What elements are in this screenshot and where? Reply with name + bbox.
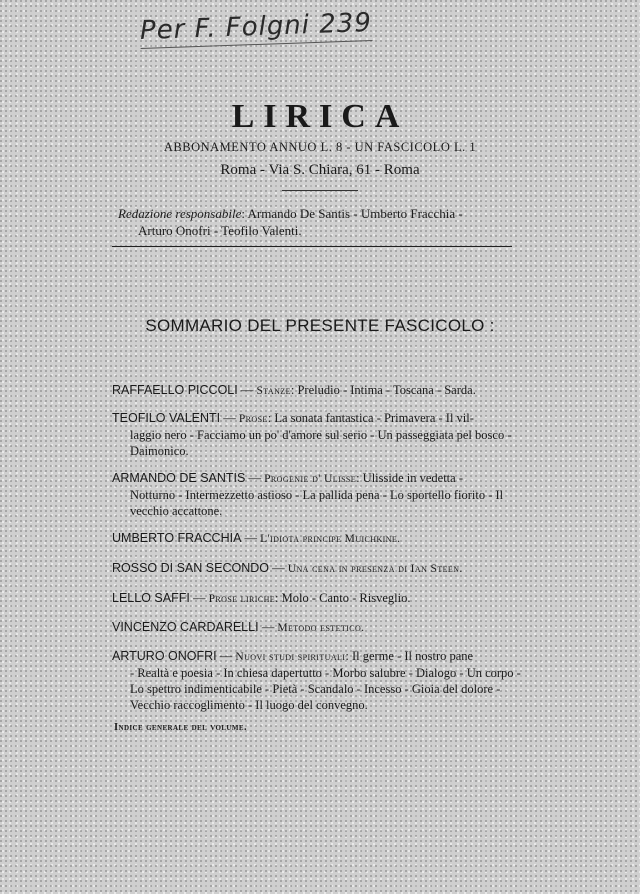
subscription-info: ABBONAMENTO ANNUO L. 8 - UN FASCICOLO L. 1	[163, 140, 477, 154]
short-divider	[282, 190, 358, 191]
toc-entry	[112, 619, 524, 636]
toc-section: Stanze	[256, 385, 291, 397]
long-divider	[112, 246, 512, 247]
toc-separator: —	[189, 591, 209, 605]
toc-entry	[112, 382, 524, 399]
toc-author: ROSSO DI SAN SECONDO	[112, 561, 269, 575]
toc-entry	[112, 470, 524, 519]
toc-author: VINCENZO CARDARELLI	[112, 620, 259, 634]
toc-entry	[112, 648, 524, 713]
toc-items: : Ulisside in vedetta -	[356, 471, 463, 485]
toc-entry	[112, 590, 524, 607]
toc-separator: —	[237, 383, 257, 397]
toc-entry	[112, 530, 524, 547]
toc-author: RAFFAELLO PICCOLI	[112, 383, 238, 397]
toc-items-continued: - Realtà e poesia - In chiesa dapertutto - Morbo salubre - Dialogo - Un corpo - Lo spettro indimenticabile - Pietà - Scandalo - Incesso - Gioia del dolore - Vecchio raccoglimento - Il luogo del convegno.	[130, 666, 521, 712]
toc-author: LELLO SAFFI	[112, 591, 190, 605]
toc-section: Prose	[238, 413, 268, 425]
editorial-board	[118, 205, 528, 239]
toc-author: ARMANDO DE SANTIS	[112, 471, 246, 485]
toc-separator: —	[268, 561, 288, 575]
toc-separator: —	[216, 649, 236, 663]
toc-items-continued: Notturno - Intermezzetto astioso - La pallida pena - Lo sportello fiorito - Il vecchio accattone.	[130, 488, 504, 518]
toc-author: UMBERTO FRACCHIA	[112, 531, 242, 545]
journal-title: LIRICA	[231, 98, 409, 135]
toc-separator: —	[245, 471, 265, 485]
toc-separator: —	[241, 531, 261, 545]
toc-section: Nuovi studi spirituali	[235, 651, 346, 663]
toc-items-continued: laggio nero - Facciamo un po' d'amore sul serio - Un passeggiata pel bosco - Daimonico.	[130, 428, 512, 458]
contents-heading: SOMMARIO DEL PRESENTE FASCICOLO :	[145, 316, 495, 335]
toc-section: Una cena in presenza di Ian Steen.	[287, 563, 463, 575]
editorial-board-label: Redazione responsabile	[118, 206, 242, 221]
toc-entry	[112, 410, 524, 459]
toc-section: Prose liriche	[208, 593, 276, 605]
toc-author: TEOFILO VALENTI	[112, 411, 221, 425]
editorial-board-line1: : Armando De Santis - Umberto Fracchia -	[241, 206, 463, 221]
toc-author: ARTURO ONOFRI	[112, 649, 217, 663]
toc-separator: —	[258, 620, 278, 634]
toc-section: Metodo estetico.	[277, 622, 365, 634]
toc-items: : Il germe - Il nostro pane	[345, 649, 474, 663]
handwritten-annotation: Per F. Folgni 239	[139, 8, 372, 49]
toc-entry	[112, 560, 524, 577]
editorial-board-line2: Arturo Onofri - Teofilo Valenti.	[138, 223, 302, 238]
toc-separator: —	[220, 411, 239, 425]
toc-items: : La sonata fantastica - Primavera - Il vil-	[267, 411, 474, 425]
toc-items: : Preludio - Intima - Toscana - Sarda.	[290, 383, 476, 397]
toc-section: Progenie d' Ulisse	[264, 473, 357, 485]
toc-items: : Molo - Canto - Risveglio.	[275, 591, 411, 605]
general-index: Indice generale del volume.	[114, 722, 247, 733]
toc-section: L'idiota principe Muichkine.	[260, 533, 401, 545]
address-line: Roma - Via S. Chiara, 61 - Roma	[220, 162, 420, 178]
